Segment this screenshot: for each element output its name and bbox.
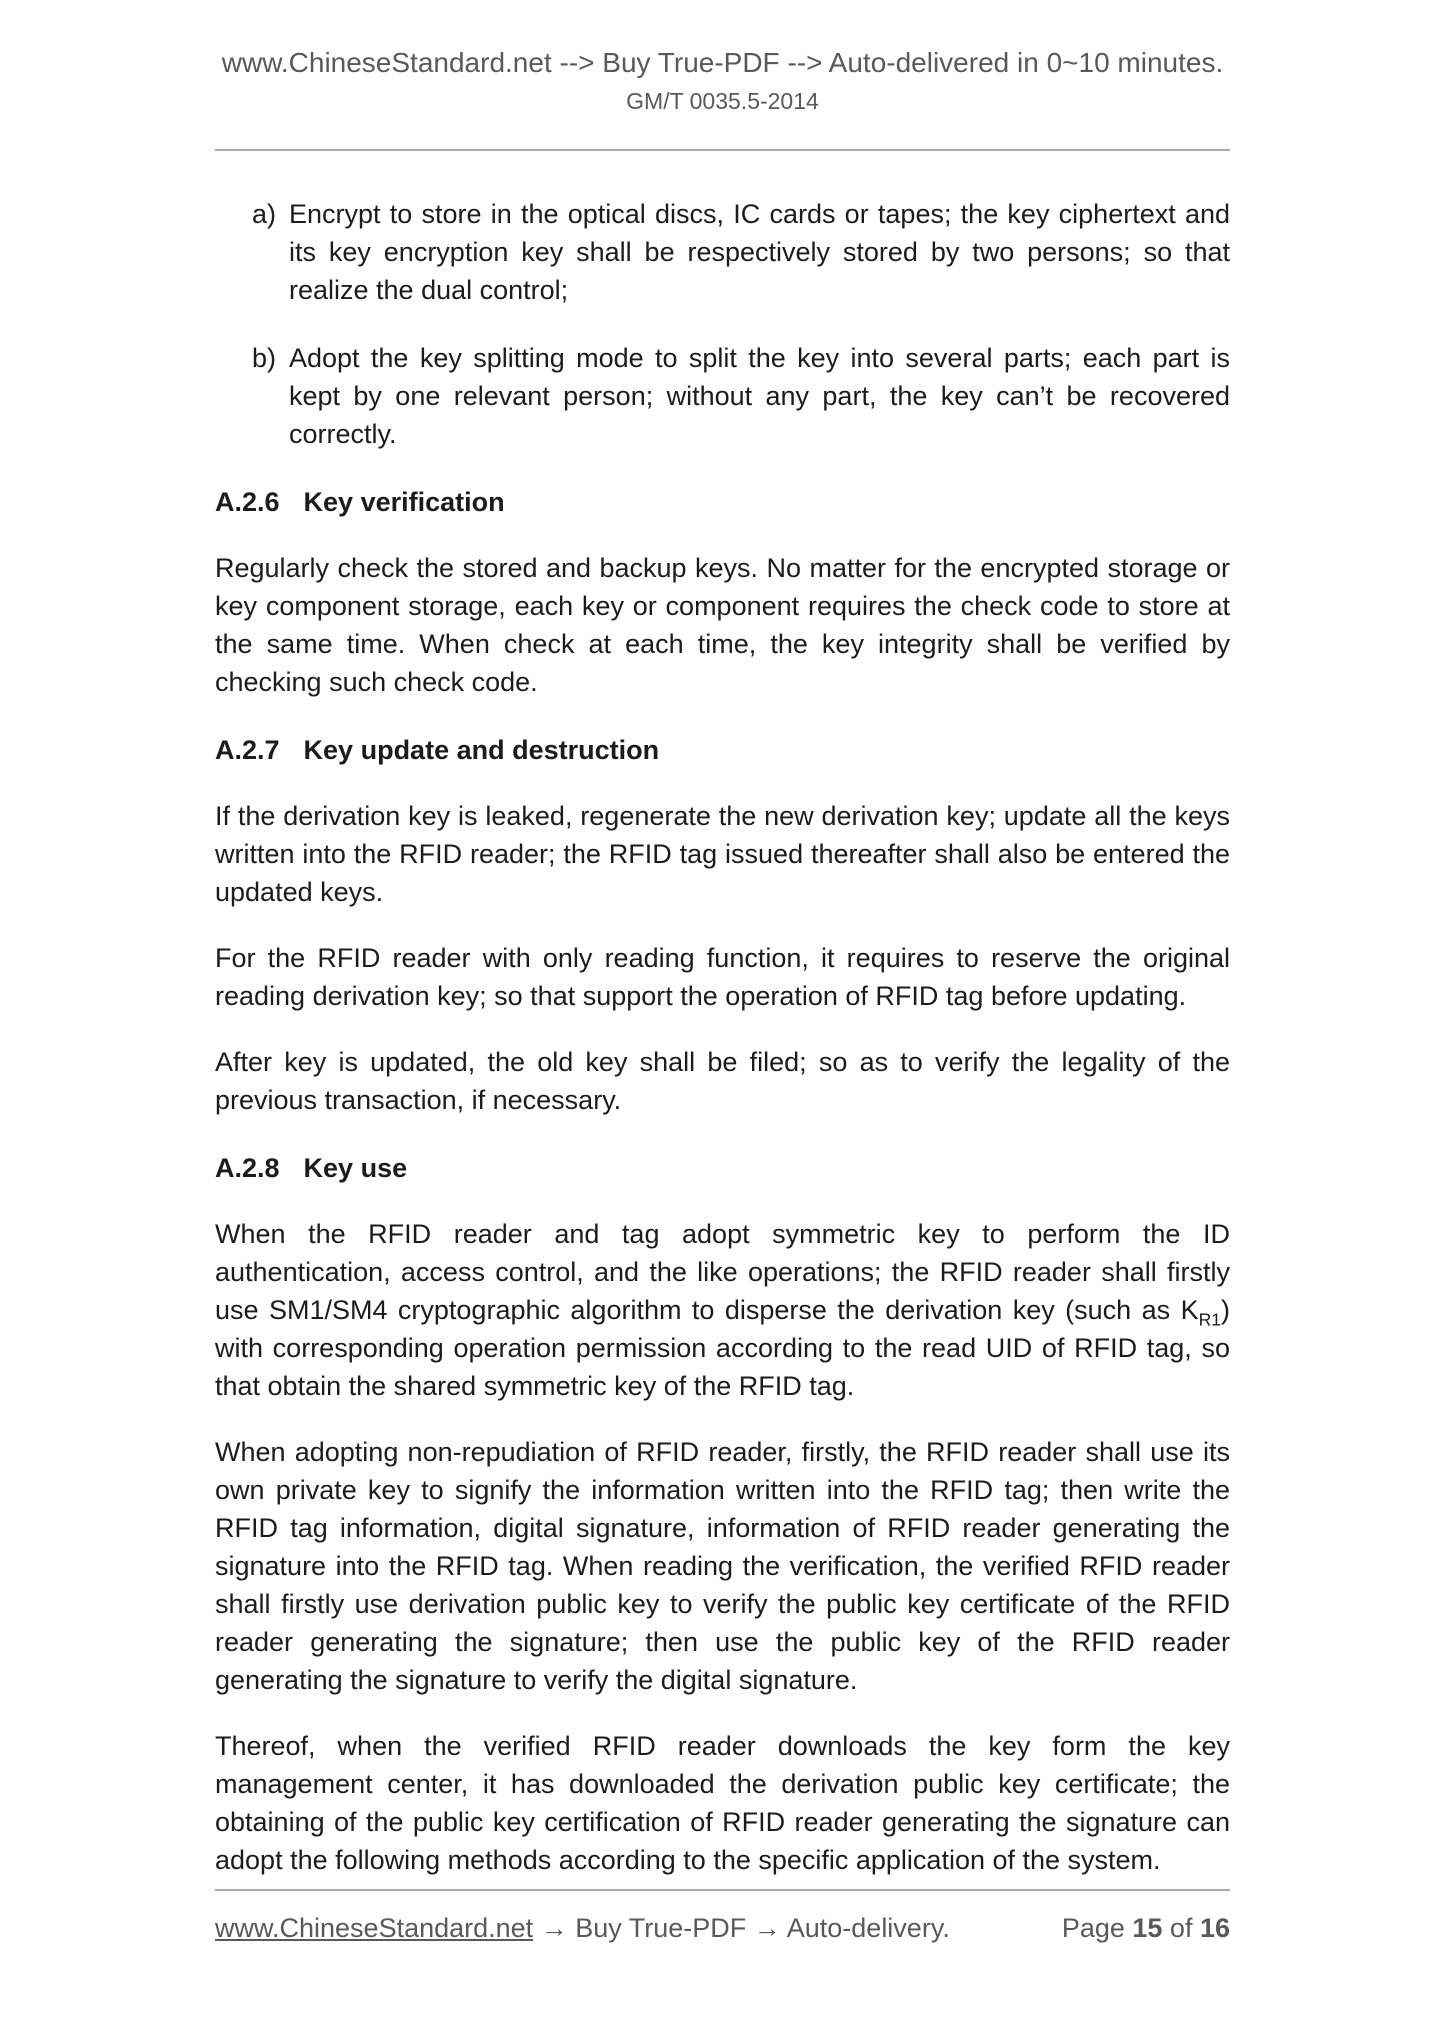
- of-label: of: [1162, 1913, 1200, 1943]
- page-header: [0, 0, 1445, 151]
- paragraph-key-update-3: After key is updated, the old key shall be filed; so as to verify the legality of the previous transaction, if necessary.: [215, 1047, 1230, 1115]
- footer-site-link[interactable]: www.ChineseStandard.net: [215, 1913, 534, 1943]
- section-heading-a2-7: [215, 731, 1230, 769]
- paragraph-key-update-2: For the RFID reader with only reading function, it requires to reserve the original reading derivation key; so that support the operation of RFID tag before updating.: [215, 943, 1230, 1011]
- current-page-number: 15: [1132, 1913, 1163, 1943]
- page-footer: [215, 1889, 1230, 1944]
- footer-rule: [215, 1889, 1230, 1891]
- paragraph-key-use-1: [215, 1215, 1230, 1405]
- header-doc-number: GM/T 0035.5-2014: [626, 88, 819, 114]
- section-heading-a2-6: [215, 483, 1230, 521]
- total-page-number: 16: [1199, 1913, 1230, 1943]
- section-title: Key use: [303, 1153, 408, 1183]
- footer-delivery-text: → Buy True-PDF → Auto-delivery.: [533, 1913, 950, 1943]
- section-number: A.2.7: [215, 735, 280, 765]
- list-marker-a: a): [252, 199, 277, 229]
- paragraph-key-use-3: Thereof, when the verified RFID reader downloads the key form the key management center, it has downloaded the derivation public key certificate; the obtaining of the public key certification of RFID reader generating the signature can adopt the following methods according to the specific application of the system.: [215, 1731, 1230, 1875]
- list-text-b: Adopt the key splitting mode to split the key into several parts; each part is kept by one relevant person; without any part, the key can’t be recovered correctly.: [289, 343, 1230, 449]
- footer-links: [215, 1913, 950, 1944]
- section-title: Key verification: [303, 487, 505, 517]
- paragraph-key-use-2: When adopting non-repudiation of RFID reader, firstly, the RFID reader shall use its own private key to signify the information written into the RFID tag; then write the RFID tag information, digital signature, information of RFID reader generating the signature into the RFID tag. When reading the verification, the verified RFID reader shall firstly use derivation public key to verify the public key certificate of the RFID reader generating the signature; then use the public key of the RFID reader generating the signature to verify the digital signature.: [215, 1437, 1230, 1695]
- list-item-b: [252, 339, 1230, 453]
- page-label: Page: [1061, 1913, 1133, 1943]
- paragraph-text-post: ) with corresponding operation permission according to the read UID of RFID tag, so that obtain the shared symmetric key of the RFID tag.: [215, 1295, 1230, 1401]
- list-text-a: Encrypt to store in the optical discs, IC cards or tapes; the key ciphertext and its key encryption key shall be respectively stored by two persons; so that realize the dual control;: [289, 199, 1230, 305]
- list-item-a: [252, 195, 1230, 309]
- paragraph-key-update-1: If the derivation key is leaked, regenerate the new derivation key; update all the keys written into the RFID reader; the RFID tag issued thereafter shall also be entered the updated keys.: [215, 801, 1230, 907]
- list-marker-b: b): [252, 343, 277, 373]
- page-indicator: [1062, 1913, 1230, 1944]
- subscript-key-index: R1: [1198, 1309, 1221, 1330]
- header-url-line: www.ChineseStandard.net --> Buy True-PDF --> Auto-delivered in 0~10 minutes.: [221, 47, 1224, 78]
- section-number: A.2.6: [215, 487, 280, 517]
- section-number: A.2.8: [215, 1153, 280, 1183]
- paragraph-key-verification: Regularly check the stored and backup keys. No matter for the encrypted storage or key component storage, each key or component requires the check code to store at the same time. When check at each time, the key integrity shall be verified by checking such check code.: [215, 553, 1230, 697]
- paragraph-text-pre: When the RFID reader and tag adopt symmetric key to perform the ID authentication, access control, and the like operations; the RFID reader shall firstly use SM1/SM4 cryptographic algorithm to disperse the derivation key (such as K: [215, 1219, 1230, 1325]
- document-content: [215, 151, 1230, 1879]
- section-title: Key update and destruction: [303, 735, 660, 765]
- section-heading-a2-8: [215, 1149, 1230, 1187]
